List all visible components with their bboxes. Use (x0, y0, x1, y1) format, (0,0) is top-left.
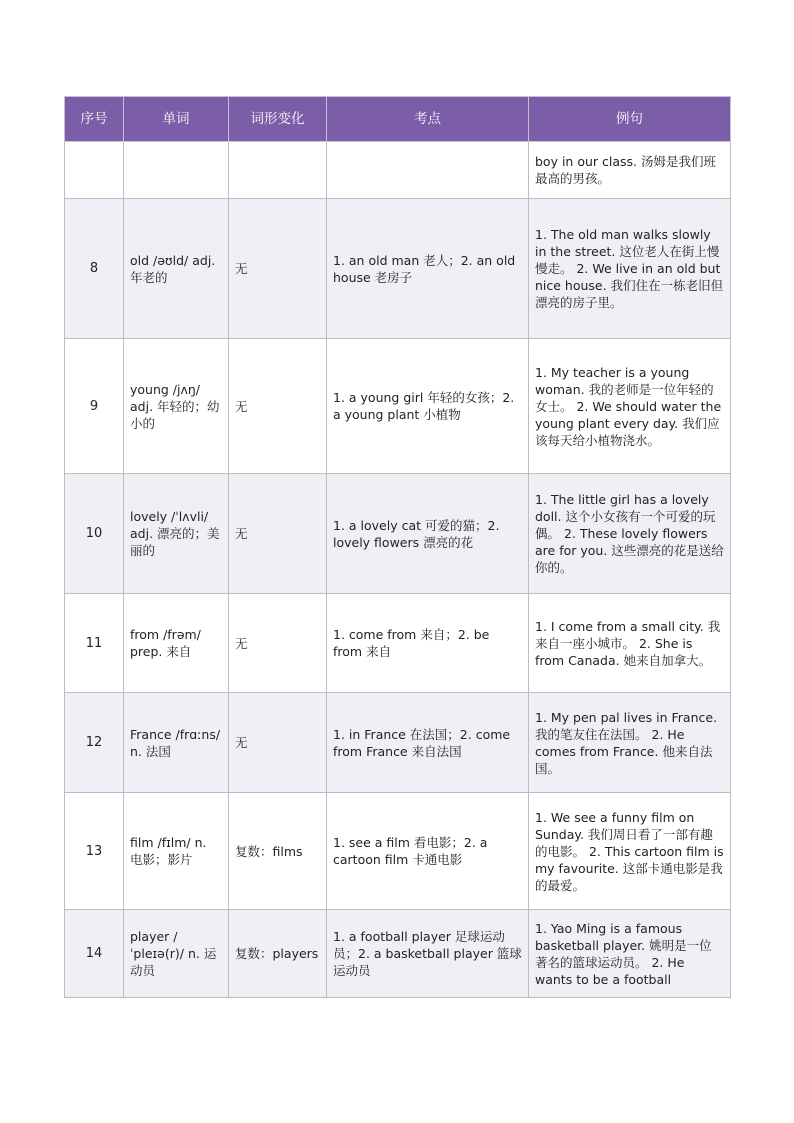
table-row (65, 793, 731, 910)
cell-word: player /ˈpleɪə(r)/ n. 运动员 (124, 910, 229, 998)
cell-index: 8 (65, 199, 124, 339)
header-word: 单词 (124, 97, 229, 142)
cell-word: film /fɪlm/ n. 电影；影片 (124, 793, 229, 910)
table-row (65, 199, 731, 339)
cell-index (65, 142, 124, 199)
cell-example: 1. Yao Ming is a famous basketball player. 姚明是一位著名的篮球运动员。 2. He wants to be a football (529, 910, 731, 998)
cell-index: 10 (65, 474, 124, 594)
cell-index: 9 (65, 339, 124, 474)
cell-forms: 无 (229, 339, 327, 474)
cell-example: 1. My teacher is a young woman. 我的老师是一位年轻的女士。 2. We should water the young plant every day. 我们应该每天给小植物浇水。 (529, 339, 731, 474)
header-index: 序号 (65, 97, 124, 142)
cell-points: 1. a young girl 年轻的女孩；2. a young plant 小植物 (327, 339, 529, 474)
cell-forms (229, 142, 327, 199)
cell-points: 1. a football player 足球运动员；2. a basketball player 篮球运动员 (327, 910, 529, 998)
cell-forms: 复数：players (229, 910, 327, 998)
cell-example: 1. The little girl has a lovely doll. 这个小女孩有一个可爱的玩偶。 2. These lovely flowers are for you. 这些漂亮的花是送给你的。 (529, 474, 731, 594)
cell-example: 1. I come from a small city. 我来自一座小城市。 2. She is from Canada. 她来自加拿大。 (529, 594, 731, 693)
cell-index: 13 (65, 793, 124, 910)
cell-word: lovely /ˈlʌvli/ adj. 漂亮的；美丽的 (124, 474, 229, 594)
cell-forms: 无 (229, 594, 327, 693)
table-row (65, 594, 731, 693)
cell-example: boy in our class. 汤姆是我们班最高的男孩。 (529, 142, 731, 199)
cell-example: 1. My pen pal lives in France. 我的笔友住在法国。 2. He comes from France. 他来自法国。 (529, 693, 731, 793)
cell-word: from /frəm/ prep. 来自 (124, 594, 229, 693)
header-points: 考点 (327, 97, 529, 142)
cell-forms: 无 (229, 474, 327, 594)
cell-points (327, 142, 529, 199)
cell-index: 14 (65, 910, 124, 998)
cell-word: France /frɑːns/ n. 法国 (124, 693, 229, 793)
cell-word (124, 142, 229, 199)
cell-forms: 无 (229, 199, 327, 339)
cell-word: young /jʌŋ/ adj. 年轻的；幼小的 (124, 339, 229, 474)
cell-example: 1. The old man walks slowly in the street. 这位老人在街上慢慢走。 2. We live in an old but nice house. 我们住在一栋老旧但漂亮的房子里。 (529, 199, 731, 339)
cell-points: 1. come from 来自；2. be from 来自 (327, 594, 529, 693)
cell-points: 1. a lovely cat 可爱的猫；2. lovely flowers 漂亮的花 (327, 474, 529, 594)
header-example: 例句 (529, 97, 731, 142)
table-header-row (65, 97, 731, 142)
cell-points: 1. see a film 看电影；2. a cartoon film 卡通电影 (327, 793, 529, 910)
cell-index: 12 (65, 693, 124, 793)
header-forms: 词形变化 (229, 97, 327, 142)
cell-word: old /əʊld/ adj. 年老的 (124, 199, 229, 339)
table-row (65, 339, 731, 474)
table-row-continuation (65, 142, 731, 199)
table-row (65, 910, 731, 998)
cell-forms: 复数：films (229, 793, 327, 910)
vocabulary-table (64, 96, 731, 998)
cell-example: 1. We see a funny film on Sunday. 我们周日看了一部有趣的电影。 2. This cartoon film is my favourite. 这部卡通电影是我的最爱。 (529, 793, 731, 910)
cell-points: 1. an old man 老人；2. an old house 老房子 (327, 199, 529, 339)
table-row (65, 474, 731, 594)
cell-index: 11 (65, 594, 124, 693)
table-row (65, 693, 731, 793)
cell-points: 1. in France 在法国；2. come from France 来自法国 (327, 693, 529, 793)
cell-forms: 无 (229, 693, 327, 793)
